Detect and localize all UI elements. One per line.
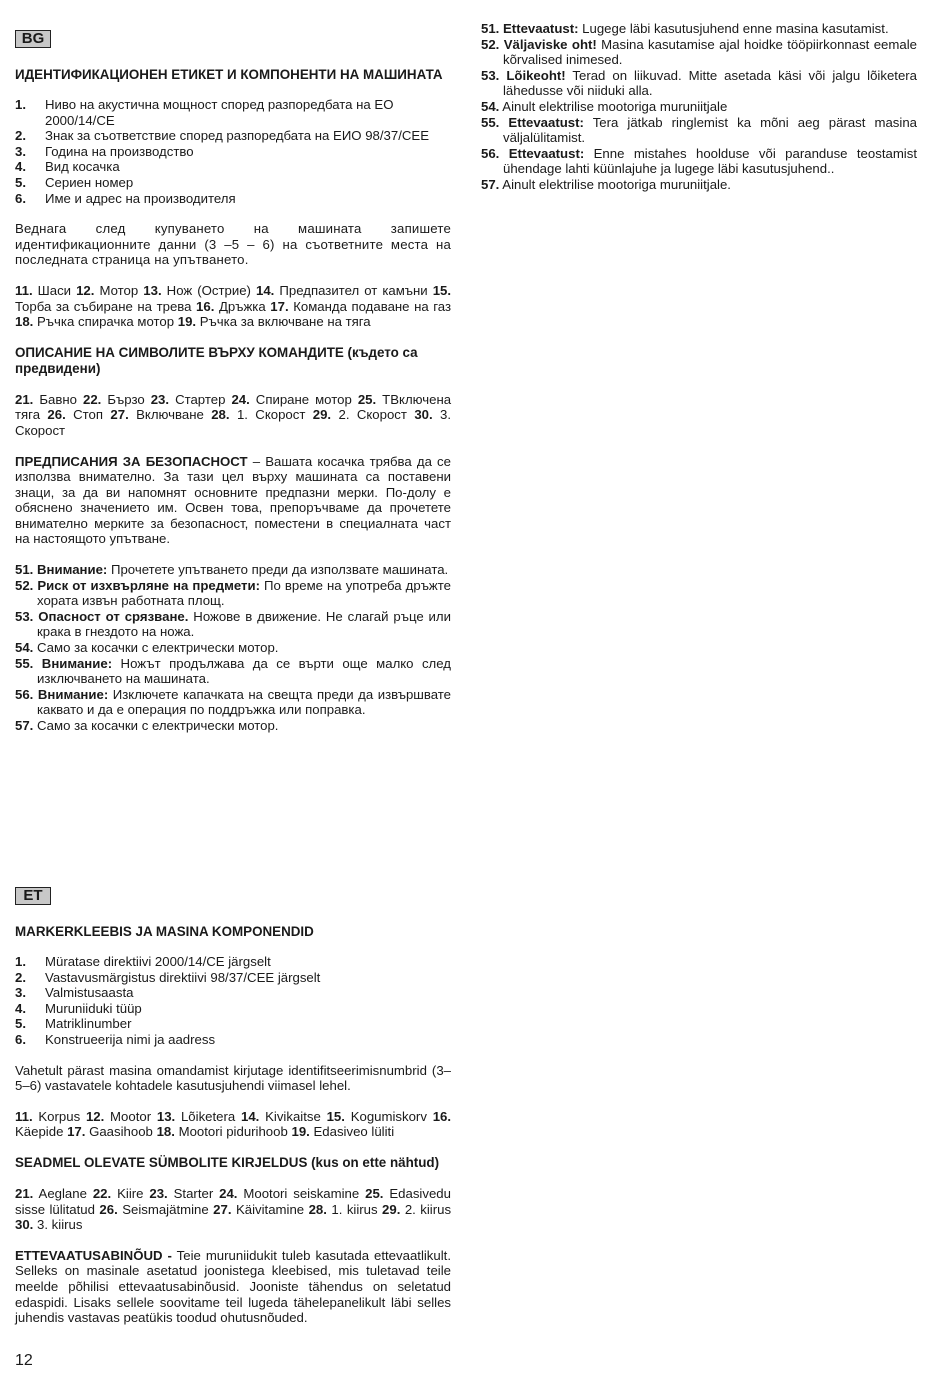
item-number: 25. (365, 1185, 384, 1201)
page-number: 12 (15, 1352, 33, 1369)
item-text: Нож (Острие) (166, 282, 251, 298)
warning-item (15, 578, 451, 609)
item-text: Vastavusmärgistus direktiivi 98/37/CEE järgselt (45, 969, 321, 985)
warning-item (15, 687, 451, 718)
et-safety-paragraph (15, 1248, 451, 1326)
item-number: 28. (211, 407, 230, 423)
item-text: Ръчка спирачка мотор (37, 314, 175, 330)
warning-item (15, 562, 451, 578)
item-number: 17. (270, 298, 289, 314)
warning-text: Ножът продължава да се върти още малко след изключването на машината. (37, 655, 451, 687)
item-number: 11. (15, 282, 33, 298)
item-number: 28. (308, 1201, 327, 1217)
item-number: 12. (76, 282, 95, 298)
item-text: 3. Скорост (15, 407, 452, 438)
item-number: 16. (432, 1108, 452, 1124)
item-number: 2. (15, 128, 26, 144)
item-text: Kiire (117, 1185, 144, 1201)
bg-safety-text: – Вашата косачка трябва да се използва внимателно. За тази цел върху машината са поставени знаци, за да ви напомнят основните предпазни мерки. По-долу е обяснено значението им. Освен това, препоръчваме да прочетете внимателно мерките за безопасност, поместени в специалната част на настоящото упътване. (15, 453, 451, 547)
item-number: 25. (357, 391, 377, 407)
item-number: 16. (196, 298, 215, 314)
item-number: 5. (15, 174, 26, 190)
item-number: 22. (92, 1185, 112, 1201)
item-number: 30. (15, 1217, 34, 1233)
item-number: 52. (15, 577, 34, 593)
item-text: Seismajätmine (122, 1201, 209, 1217)
warning-keyword: Ettevaatust: (503, 21, 579, 36)
item-number: 52. (481, 36, 500, 52)
item-number: 27. (110, 407, 129, 423)
item-text: Käepide (15, 1124, 64, 1140)
item-text: Kivikaitse (265, 1108, 321, 1124)
warning-text: Само за косачки с електрически мотор. (37, 640, 279, 656)
item-text: Matriklinumber (45, 1016, 132, 1032)
et-symbols-heading: SEADMEL OLEVATE SÜMBOLITE KIRJELDUS (kus on ette nähtud) (15, 1154, 440, 1170)
item-number: 6. (15, 190, 26, 206)
item-text: Дръжка (218, 298, 266, 314)
item-number: 15. (326, 1108, 345, 1124)
warning-text: Ножове в движение. Не слагай ръце или крака в гнездото на ножа. (37, 608, 451, 640)
item-number: 57. (15, 718, 34, 733)
item-text: Korpus (38, 1108, 81, 1124)
item-text: Бързо (107, 391, 145, 407)
item-number: 4. (15, 1000, 26, 1016)
item-text: Konstrueerija nimi ja aadress (45, 1031, 216, 1047)
item-text: Muruniiduki tüüp (45, 1000, 142, 1016)
warning-text: Ainult elektrilise mootoriga muruniitjale. (502, 176, 731, 192)
item-text: Сериен номер (45, 174, 134, 190)
warning-keyword: Внимание: (37, 562, 108, 578)
warning-item (481, 177, 917, 193)
item-text: Ниво на акустична мощност според разпоредбата на ЕО 2000/14/CE (45, 97, 394, 128)
item-number: 27. (213, 1201, 232, 1217)
item-text: Стартер (175, 391, 226, 407)
bg-safety-lead: ПРЕДПИСАНИЯ ЗА БЕЗОПАСНОСТ (15, 453, 248, 469)
item-number: 18. (156, 1124, 175, 1140)
item-text: Lõiketera (180, 1108, 236, 1124)
warning-item (15, 640, 451, 656)
warning-keyword: Väljaviske oht! (503, 36, 597, 52)
item-number: 11. (15, 1108, 33, 1124)
warning-text: По време на употреба дръжте хората извън работната площ. (37, 577, 451, 609)
list-item (15, 128, 451, 144)
list-item (15, 970, 451, 986)
item-text: Käivitamine (235, 1201, 305, 1217)
warning-keyword: Внимание: (37, 686, 109, 702)
item-text: Mootori seiskamine (243, 1185, 360, 1201)
item-number: 14. (256, 282, 275, 298)
warning-item (15, 656, 451, 687)
item-text: ТВключена тяга (15, 391, 452, 423)
item-text: Müratase direktiivi 2000/14/CE järgselt (45, 954, 271, 969)
list-item (15, 144, 451, 160)
item-number: 3. (15, 143, 26, 159)
et-language-label: ET (15, 887, 51, 905)
item-number: 24. (231, 391, 250, 407)
item-text: Mootor (110, 1108, 152, 1124)
item-text: Знак за съответствие според разпоредбата на ЕИО 98/37/CEE (45, 128, 429, 144)
item-text: Starter (173, 1185, 214, 1201)
bg-language-label: BG (15, 30, 51, 48)
warning-text: Изключете капачката на свещта преди да извършвате каквато и да е операция по поддръжка или поправка. (37, 686, 451, 718)
item-text: Aeglane (38, 1185, 87, 1201)
et-id-list (15, 954, 451, 1048)
item-text: Mootori pidurihoob (178, 1124, 288, 1140)
item-number: 56. (15, 686, 34, 702)
warning-item (481, 37, 917, 68)
warning-text: Enne mistahes hoolduse või paranduse teostamist ühendage lahti küünlajuhe ja lugege läbi kasutusjuhend.. (503, 145, 917, 177)
warning-item (481, 146, 917, 177)
item-text: 1. kiirus (331, 1201, 378, 1217)
item-text: Gaasihoob (89, 1124, 153, 1140)
item-number: 23. (150, 391, 170, 407)
warning-item (15, 718, 451, 734)
warning-text: Ainult elektrilise mootoriga muruniitjale (502, 98, 728, 114)
list-item (15, 1001, 451, 1017)
item-number: 29. (382, 1201, 401, 1217)
warning-keyword: Внимание: (41, 655, 113, 671)
item-number: 2. (15, 969, 26, 985)
item-text: Торба за събиране на трева (15, 298, 192, 314)
warning-keyword: Опасност от срязване. (38, 608, 189, 624)
item-text: Мотор (99, 282, 139, 298)
list-item (15, 1016, 451, 1032)
list-item (15, 954, 451, 970)
item-number: 14. (241, 1108, 260, 1124)
item-text: 3. kiirus (37, 1217, 83, 1233)
warning-text: Lugege läbi kasutusjuhend enne masina kasutamist. (578, 21, 889, 36)
item-number: 24. (219, 1185, 238, 1201)
bg-id-paragraph: Веднага след купуването на машината запишете идентификационните данни (3 –5 – 6) на съответните места на последната страница на упътването. (15, 221, 451, 268)
warning-keyword: Риск от изхвърляне на предмети: (37, 577, 260, 593)
item-text: Предпазител от камъни (279, 282, 428, 298)
item-number: 26. (99, 1201, 118, 1217)
warning-item (481, 68, 917, 99)
item-number: 51. (481, 21, 500, 36)
item-text: Име и адрес на производителя (45, 190, 236, 206)
item-number: 53. (15, 608, 34, 624)
warning-keyword: Ettevaatust: (508, 114, 584, 130)
left-column (15, 30, 451, 734)
et-safety-text: Teie muruniidukit tuleb kasutada ettevaatlikult. Selleks on masinale asetatud joonistega kleebised, mis tuletavad teile meelde põhilisi ettevaatusabinõusid. Jooniste tähendus on seletatud edaspidi. Lisaks sellele soovitame teil lugeda tähelepanelikult läbi selles juhendis vastavas peatükis toodud ohutusnõuded. (15, 1247, 451, 1326)
list-item (15, 97, 451, 128)
item-number: 1. (15, 97, 26, 112)
item-text: Команда подаване на газ (293, 298, 452, 314)
item-text: Ръчка за включване на тяга (199, 314, 371, 330)
item-number: 17. (67, 1124, 86, 1140)
item-number: 18. (15, 314, 34, 330)
item-number: 6. (15, 1031, 26, 1047)
right-column (481, 21, 917, 193)
et-id-heading: MARKERKLEEBIS JA MASINA KOMPONENDID (15, 924, 314, 939)
et-id-paragraph: Vahetult pärast masina omandamist kirjutage identifitseerimisnumbrid (3–5–6) vastavatele kohtadele kasutusjuhendi viimasel lehel. (15, 1062, 451, 1094)
item-text: Спиране мотор (255, 391, 352, 407)
bg-components-list (15, 283, 451, 330)
item-number: 15. (432, 282, 452, 298)
item-text: Стоп (73, 407, 104, 423)
item-number: 54. (481, 98, 500, 114)
warning-text: Само за косачки с електрически мотор. (37, 718, 279, 733)
item-number: 12. (85, 1108, 105, 1124)
item-number: 13. (143, 282, 162, 298)
item-number: 4. (15, 159, 26, 175)
item-text: Edasivedu sisse lülitatud (15, 1185, 451, 1217)
item-number: 51. (15, 562, 34, 578)
bg-lang-row (15, 30, 451, 50)
item-number: 1. (15, 954, 26, 969)
item-number: 19. (291, 1124, 310, 1140)
et-warnings-list (481, 21, 917, 193)
warning-text: Tera jätkab ringlemist ka mõni aeg pärast masina väljalülitamist. (503, 114, 917, 146)
item-number: 23. (149, 1185, 168, 1201)
list-item (15, 985, 451, 1001)
item-number: 21. (15, 391, 34, 407)
item-number: 22. (83, 391, 102, 407)
item-number: 55. (481, 114, 500, 130)
item-text: 1. Скорост (236, 407, 306, 423)
item-number: 26. (47, 407, 66, 423)
warning-item (481, 115, 917, 146)
bg-safety-paragraph (15, 454, 451, 548)
item-number: 3. (15, 985, 26, 1001)
item-text: 2. kiirus (404, 1201, 452, 1217)
item-number: 30. (414, 407, 433, 423)
warning-item (481, 99, 917, 115)
item-number: 55. (15, 655, 34, 671)
bg-warnings-list (15, 562, 451, 734)
warning-item (481, 21, 917, 37)
list-item (15, 159, 451, 175)
warning-keyword: Lõikeoht! (506, 67, 566, 83)
item-number: 13. (156, 1108, 176, 1124)
item-number: 5. (15, 1016, 26, 1032)
item-text: Valmistusaasta (45, 985, 134, 1001)
item-text: 2. Скорост (338, 407, 407, 423)
warning-keyword: Ettevaatust: (508, 145, 585, 161)
item-number: 21. (15, 1185, 34, 1201)
et-components-list (15, 1109, 451, 1140)
item-number: 57. (481, 176, 500, 192)
bg-id-heading: ИДЕНТИФИКАЦИОНЕН ЕТИКЕТ И КОМПОНЕНТИ НА МАШИНАТА (15, 67, 443, 82)
list-item (15, 1032, 451, 1048)
bg-id-list (15, 97, 451, 206)
bg-symbols-list (15, 392, 451, 439)
bg-symbols-heading: ОПИСАНИЕ НА СИМВОЛИТЕ ВЪРХУ КОМАНДИТЕ (където са предвидени) (15, 344, 418, 376)
item-text: Вид косачка (45, 159, 120, 175)
item-number: 19. (177, 314, 197, 330)
warning-item (15, 609, 451, 640)
item-number: 53. (481, 67, 500, 83)
item-number: 54. (15, 640, 34, 656)
et-lang-row (15, 887, 451, 907)
warning-text: Прочетете упътването преди да използвате машината. (107, 562, 449, 578)
item-text: Kogumiskorv (350, 1108, 427, 1124)
item-text: Бавно (39, 391, 77, 407)
item-text: Година на производство (45, 143, 194, 159)
item-text: Шаси (37, 282, 72, 298)
item-text: Включване (136, 407, 204, 423)
warning-text: Terad on liikuvad. Mitte asetada käsi või jalgu lõiketera lähedusse või niiduki alla. (503, 67, 918, 99)
item-text: Edasiveo lüliti (313, 1124, 395, 1140)
list-item (15, 175, 451, 191)
item-number: 56. (481, 145, 500, 161)
left-column-lower (15, 887, 451, 1326)
et-symbols-list (15, 1186, 451, 1233)
item-number: 29. (312, 407, 332, 423)
warning-text: Masina kasutamise ajal hoidke tööpiirkonnast eemale kõrvalised inimesed. (503, 36, 917, 68)
et-safety-lead: ETTEVAATUSABINÕUD - (15, 1247, 172, 1263)
list-item (15, 191, 451, 207)
